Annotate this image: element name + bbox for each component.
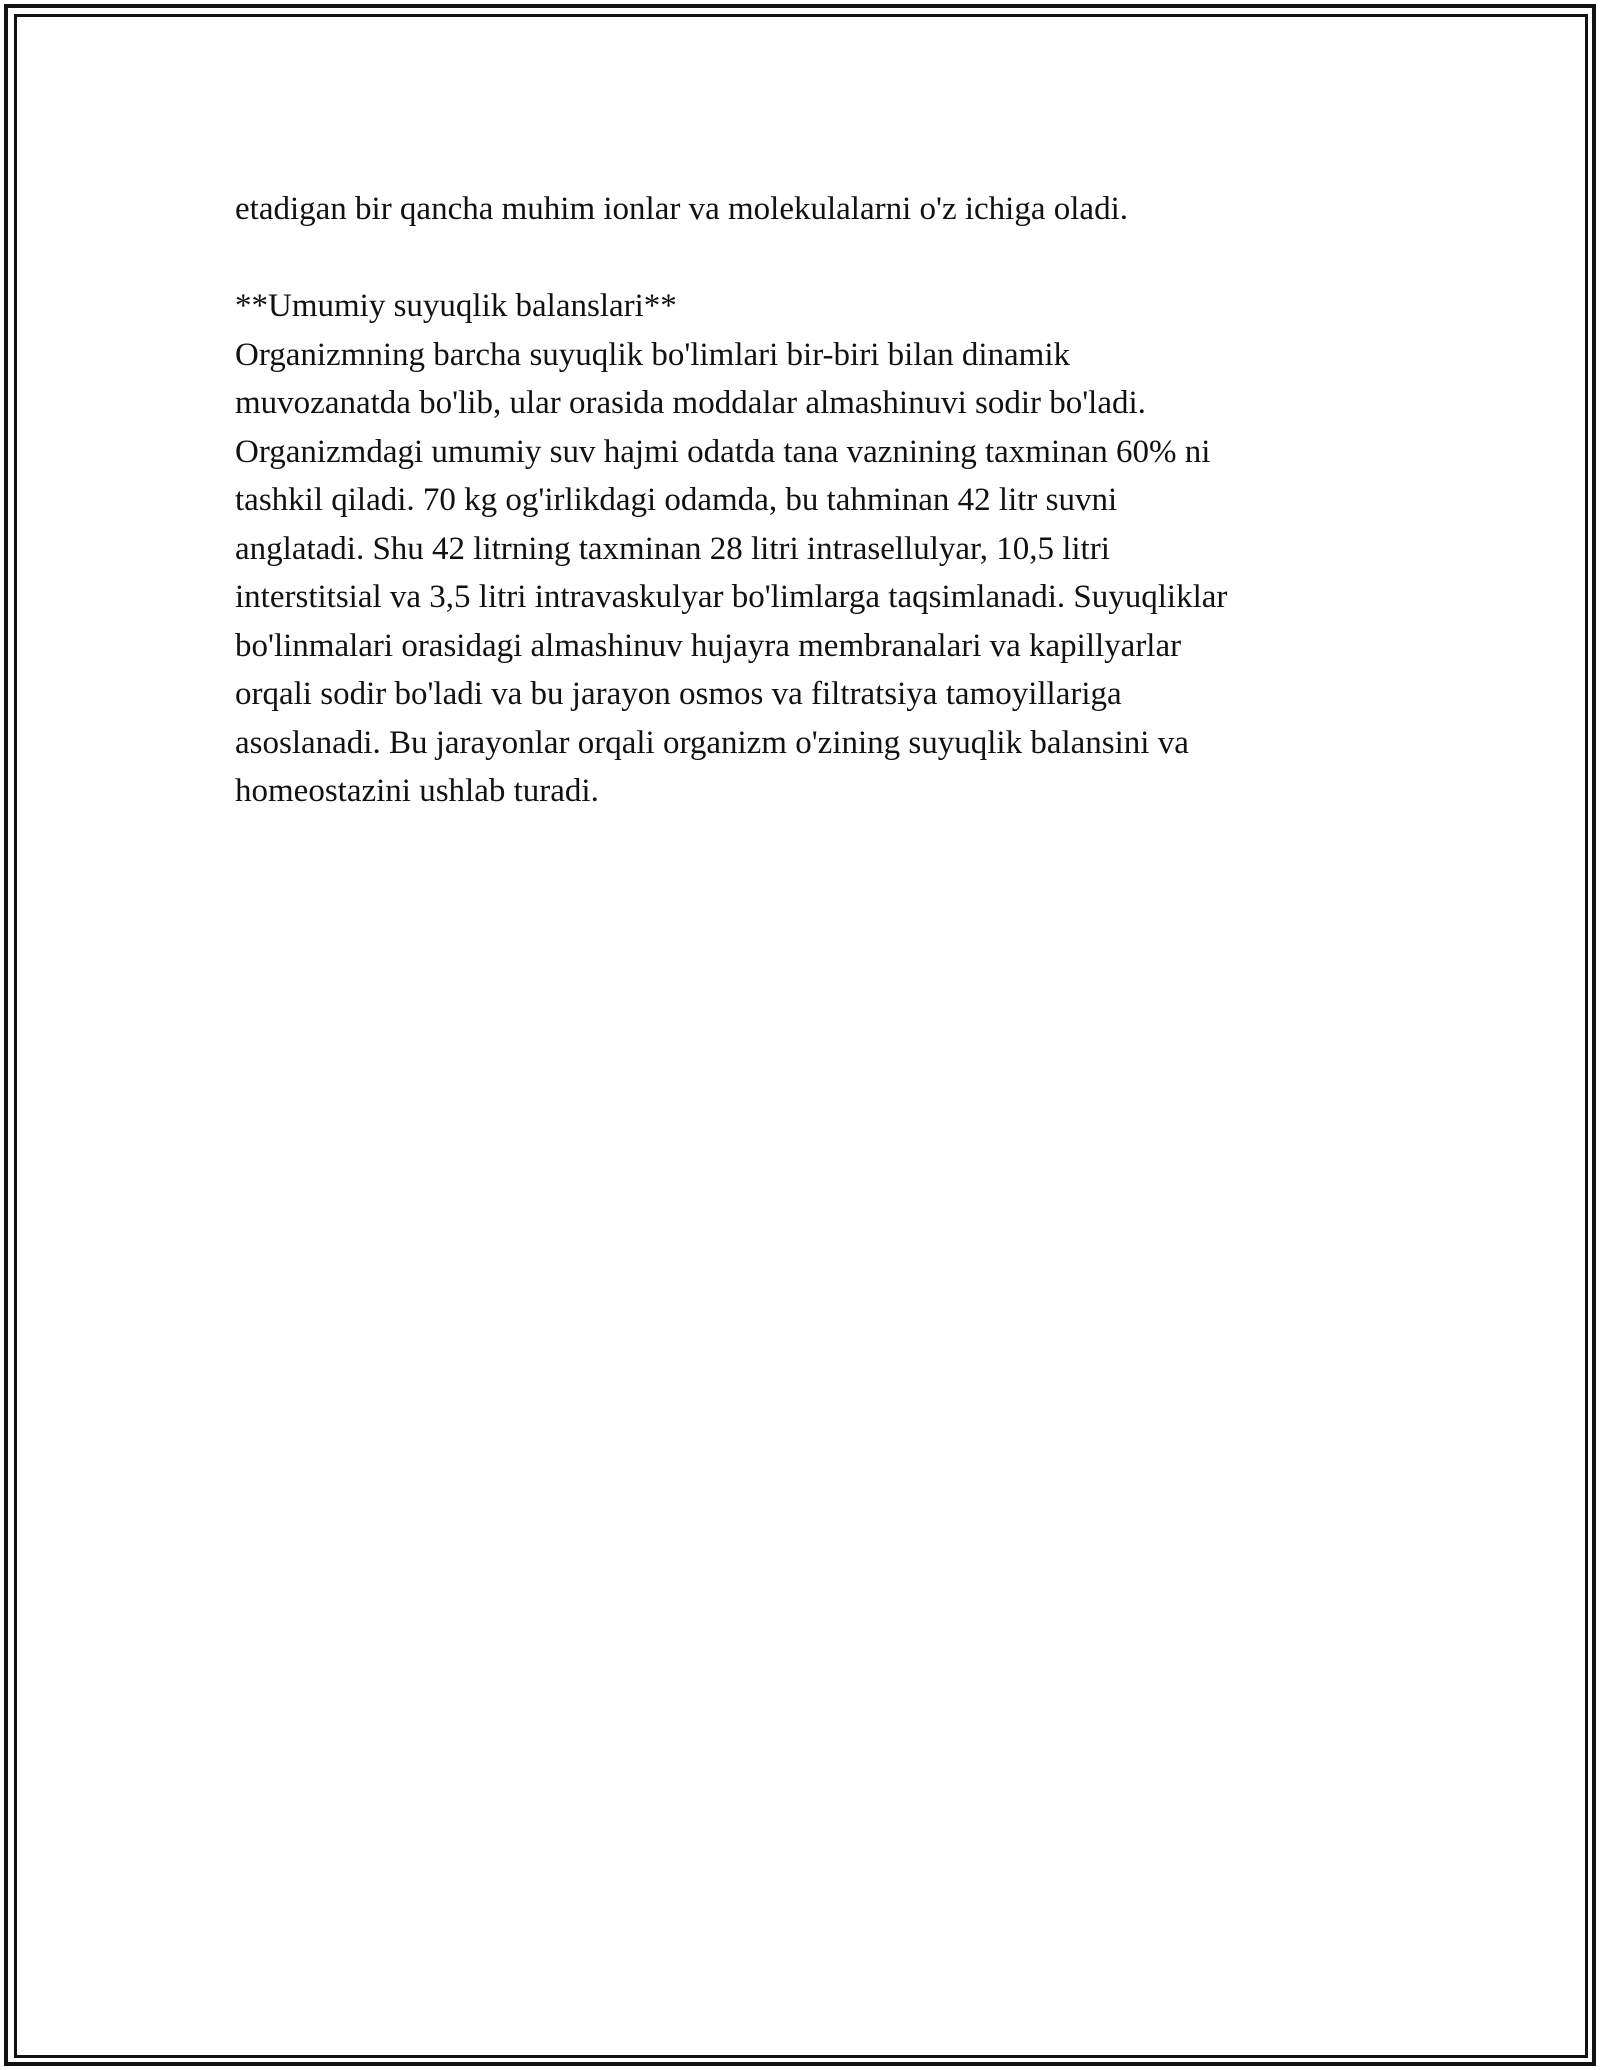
intro-line: etadigan bir qancha muhim ionlar va molekulalarni o'z ichiga oladi.	[235, 191, 1128, 227]
body-line: asoslanadi. Bu jarayonlar orqali organizm o'zining suyuqlik balansini va	[235, 724, 1189, 761]
body-line: homeostazini ushlab turadi.	[235, 773, 599, 809]
body-line: muvozanatda bo'lib, ular orasida moddalar almashinuvi sodir bo'ladi.	[235, 385, 1146, 421]
body-line: tashkil qiladi. 70 kg og'irlikdagi odamda, bu tahminan 42 litr suvni	[235, 482, 1118, 518]
body-line: orqali sodir bo'ladi va bu jarayon osmos va filtratsiya tamoyillariga	[235, 676, 1122, 712]
body-line: Organizmdagi umumiy suv hajmi odatda tana vaznining taxminan 60% ni	[235, 433, 1211, 470]
document-body	[235, 185, 1365, 816]
body-line: Organizmning barcha suyuqlik bo'limlari bir-biri bilan dinamik	[235, 336, 1071, 373]
body-line: anglatadi. Shu 42 litrning taxminan 28 litri intrasellulyar, 10,5 litri	[235, 530, 1110, 567]
body-line: interstitsial va 3,5 litri intravaskulyar bo'limlarga taqsimlanadi. Suyuqliklar	[235, 579, 1228, 615]
section-heading: **Umumiy suyuqlik balanslari**	[235, 288, 677, 324]
paragraph-gap	[235, 234, 1365, 283]
body-line: bo'linmalari orasidagi almashinuv hujayra membranalari va kapillyarlar	[235, 627, 1182, 664]
